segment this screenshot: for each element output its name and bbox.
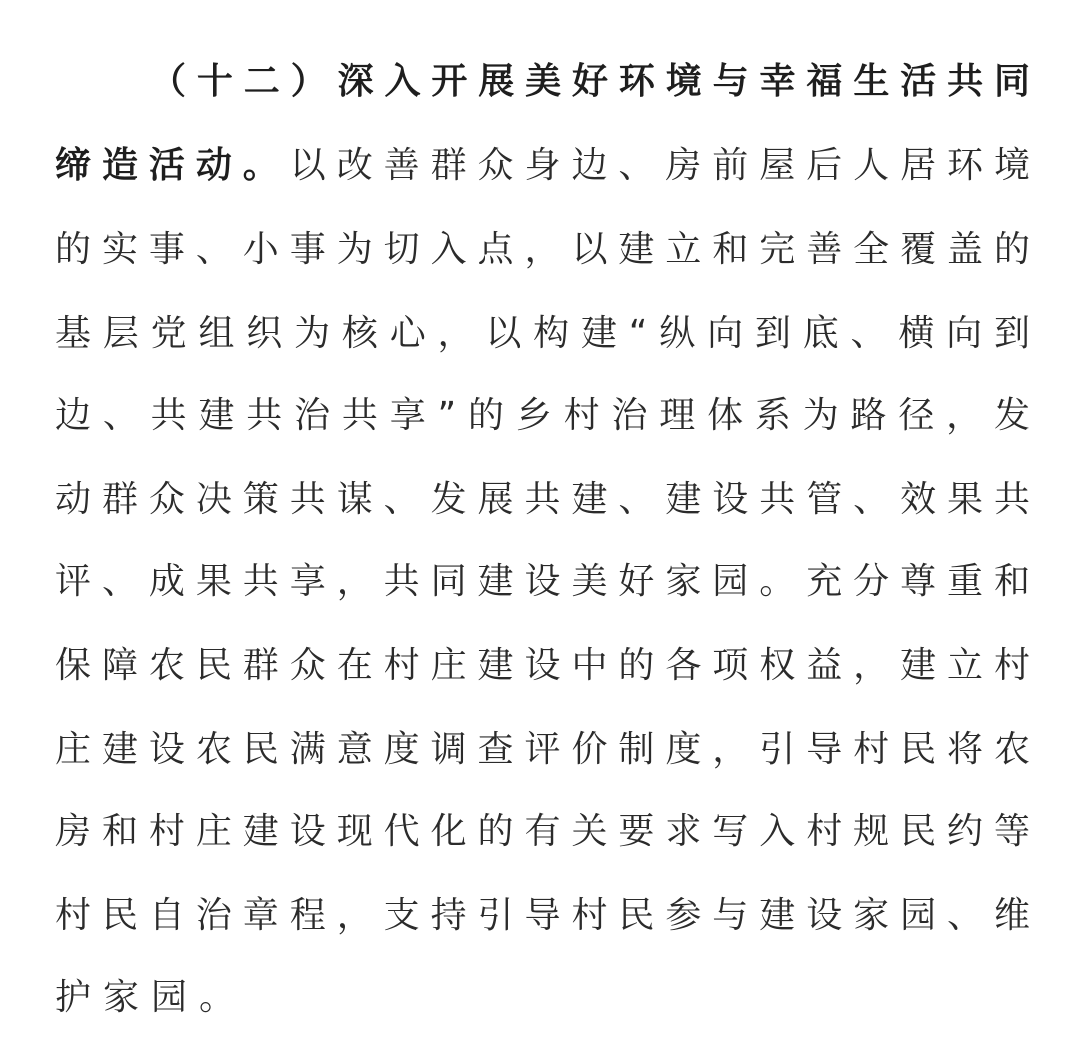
paragraph-line-4: 基层党组织为核心，以构建“纵向到底、横向到 xyxy=(55,313,1030,354)
paragraph-line-7: 评、成果共享，共同建设美好家园。充分尊重和 xyxy=(55,561,1030,602)
paragraph-line-3: 的实事、小事为切入点，以建立和完善全覆盖的 xyxy=(55,229,1030,270)
paragraph-line-11: 村民自治章程，支持引导村民参与建设家园、维 xyxy=(55,895,1030,936)
section-heading-line-2: 缔造活动。 xyxy=(55,145,290,186)
paragraph-line-2 xyxy=(55,136,1030,196)
paragraph-line-2-text: 以改善群众身边、房前屋后人居环境 xyxy=(289,145,1030,186)
paragraph-line-6: 动群众决策共谋、发展共建、建设共管、效果共 xyxy=(55,479,1030,520)
paragraph-line-8: 保障农民群众在村庄建设中的各项权益，建立村 xyxy=(55,645,1030,686)
section-heading-line-1: （十二）深入开展美好环境与幸福生活共同 xyxy=(150,61,1030,102)
paragraph-line-12: 护家园。 xyxy=(55,977,248,1018)
paragraph-line-5: 边、共建共治共享”的乡村治理体系为路径，发 xyxy=(55,395,1030,436)
paragraph-line-10: 房和村庄建设现代化的有关要求写入村规民约等 xyxy=(55,811,1030,852)
paragraph-line-9: 庄建设农民满意度调查评价制度，引导村民将农 xyxy=(55,729,1030,770)
